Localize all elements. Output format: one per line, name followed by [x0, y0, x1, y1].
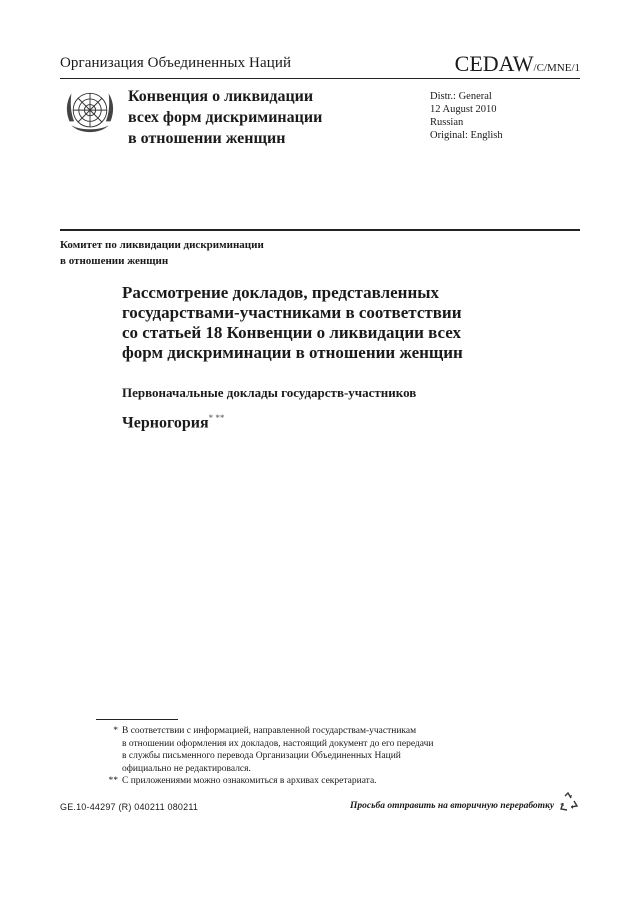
footnote-line: официально не редактировался. [122, 763, 251, 774]
convention-title [128, 86, 388, 149]
distribution-line: Distr.: General [430, 91, 492, 102]
job-number: GE.10-44297 (R) 040211 080211 [60, 802, 199, 812]
main-title-line: Рассмотрение докладов, представленных [122, 283, 440, 302]
distribution-date: 12 August 2010 [430, 104, 497, 115]
document-symbol-suffix: /C/MNE/1 [533, 62, 580, 74]
committee-name [60, 237, 360, 269]
footnote-line: В соответствии с информацией, направленной государствам-участникам [122, 726, 417, 736]
un-emblem-icon [62, 84, 118, 140]
document-symbol [455, 51, 580, 77]
recycle-icon [558, 792, 578, 812]
report-subtitle: Первоначальные доклады государств-участников [122, 385, 417, 400]
main-title [122, 283, 542, 363]
footnotes [104, 725, 524, 788]
footnote-marker: * [113, 726, 118, 736]
footnote-marker: ** [108, 776, 118, 786]
footnote-2 [104, 775, 524, 788]
document-symbol-main: CEDAW [454, 51, 534, 76]
distribution-language: Russian [430, 117, 464, 128]
footnote-markers: * ** [208, 413, 225, 423]
footnote-1 [104, 725, 524, 775]
convention-line: Конвенция о ликвидации [128, 88, 314, 105]
section-rule [60, 229, 580, 231]
footnote-line: в отношении оформления их докладов, настоящий документ до его передачи [122, 738, 434, 749]
country-heading [122, 413, 224, 432]
footnote-rule [96, 719, 178, 720]
distribution-original: Original: English [430, 130, 503, 141]
organization-name: Организация Объединенных Наций [60, 55, 292, 71]
convention-line: в отношении женщин [128, 130, 286, 147]
main-title-line: государствами-участниками в соответствии [122, 303, 462, 322]
committee-line: в отношении женщин [60, 255, 169, 267]
footnote-line: С приложениями можно ознакомиться в архивах секретариата. [122, 776, 377, 786]
recycle-notice: Просьба отправить на вторичную переработку [350, 801, 555, 811]
country-name: Черногория [122, 414, 209, 432]
convention-line: всех форм дискриминации [128, 109, 323, 126]
main-title-line: со статьей 18 Конвенции о ликвидации всех [122, 323, 462, 342]
header-rule [60, 78, 580, 79]
footnote-line: в службы письменного перевода Организации Объединенных Наций [122, 751, 401, 761]
committee-line: Комитет по ликвидации дискриминации [60, 239, 264, 251]
main-title-line: форм дискриминации в отношении женщин [122, 343, 463, 362]
distribution-block [430, 90, 503, 142]
